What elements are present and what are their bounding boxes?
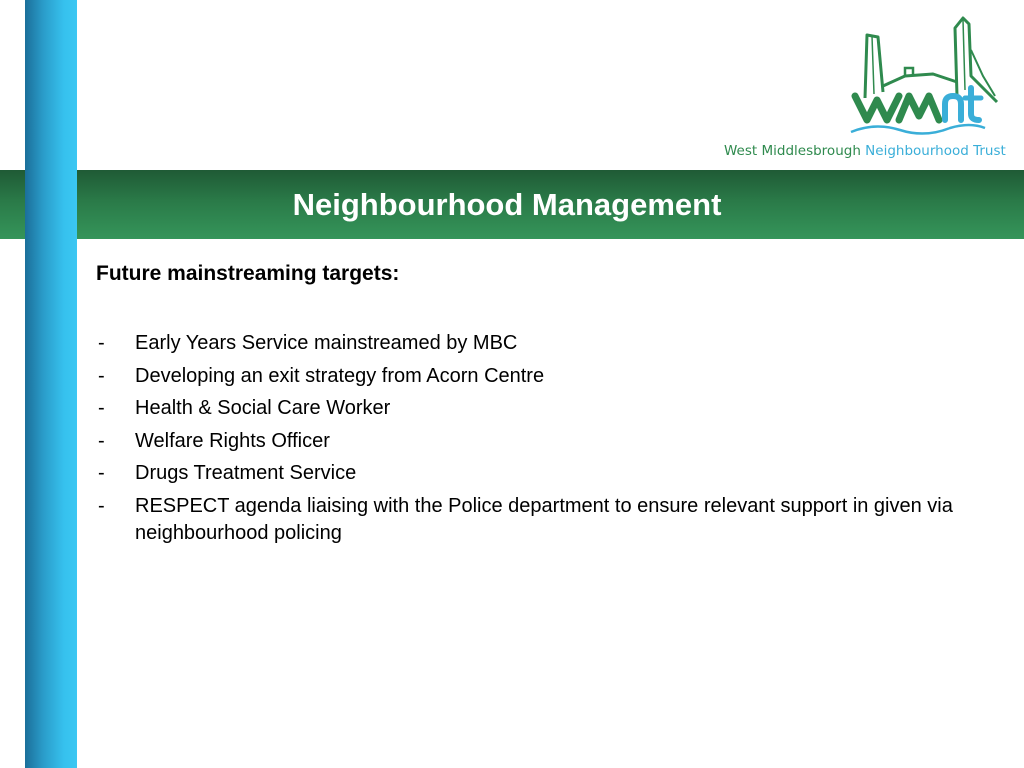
left-accent-bar	[25, 0, 77, 768]
list-item	[96, 428, 996, 455]
list-item-text: Welfare Rights Officer	[135, 429, 330, 452]
list-item	[96, 363, 996, 390]
logo-caption-west-middlesbrough: West Middlesbrough	[724, 143, 861, 159]
bullet-marker: -	[98, 494, 105, 517]
list-item	[96, 395, 996, 422]
bullet-list	[96, 330, 996, 547]
list-item	[96, 460, 996, 487]
bullet-marker: -	[98, 397, 105, 419]
wmnt-logo	[720, 10, 1010, 162]
logo-caption-neighbourhood-trust: Neighbourhood Trust	[865, 143, 1006, 159]
left-accent-bar-segment	[25, 170, 77, 239]
list-item-text: Drugs Treatment Service	[135, 462, 357, 484]
slide-content	[96, 262, 996, 552]
logo-caption	[724, 143, 1006, 159]
bullet-marker: -	[98, 429, 105, 452]
list-item-text: Early Years Service mainstreamed by MBC	[135, 332, 518, 354]
slide-title: Neighbourhood Management	[292, 187, 722, 222]
bullet-marker: -	[98, 332, 105, 354]
list-item	[96, 493, 996, 547]
wmnt-logo-mark	[845, 10, 1005, 145]
bullet-marker: -	[98, 364, 105, 387]
list-item-text: Health & Social Care Worker	[135, 397, 391, 419]
subheading: Future mainstreaming targets:	[96, 262, 400, 285]
list-item	[96, 330, 996, 357]
bullet-marker: -	[98, 462, 105, 484]
list-item-text: Developing an exit strategy from Acorn Centre	[135, 364, 545, 387]
list-item-text: RESPECT agenda liaising with the Police department to ensure relevant support in given via neighbourhood policing	[135, 494, 953, 544]
